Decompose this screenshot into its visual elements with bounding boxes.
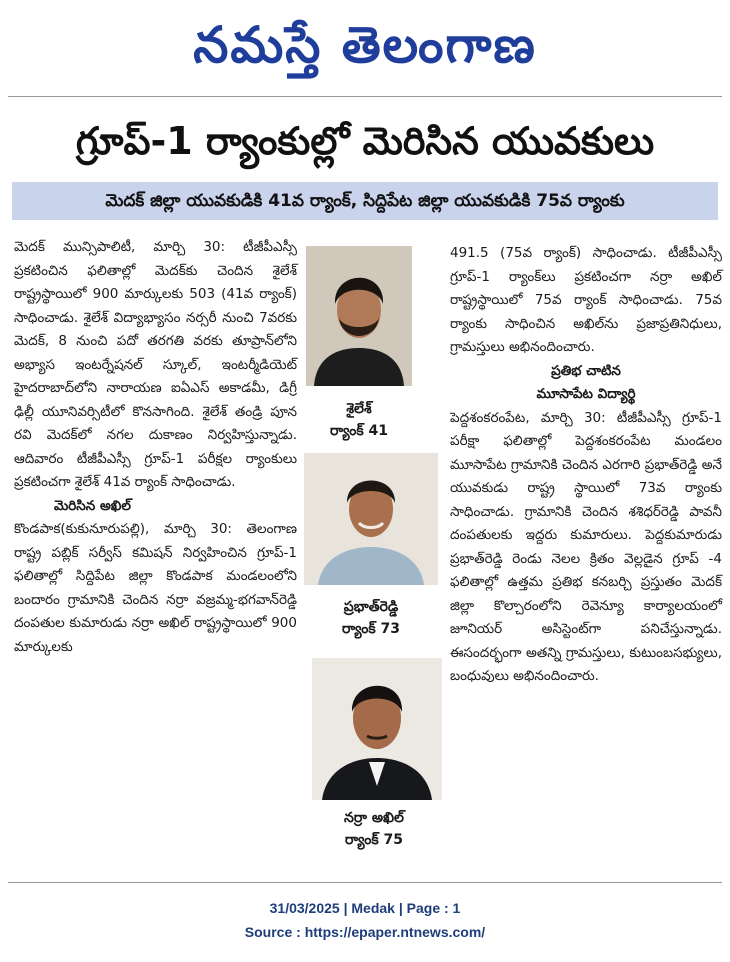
akhil-subheading: మెరిసిన అఖిల్	[54, 497, 131, 514]
shailesh-name: శైలేశ్	[346, 401, 372, 417]
shailesh-rank: ర్యాంక్ 41	[330, 423, 388, 439]
article-headline: గ్రూప్-1 ర్యాంకుల్లో మెరిసిన యువకులు	[75, 119, 655, 163]
akhil-story-continued: 491.5 (75వ ర్యాంక్) సాధించాడు. టీజీపీఎస్సీ గ్రూప్-1 ర్యాంక్‌లు ప్రకటించగా నర్రా అఖిల్ రాష్ట్రస్థాయిలో 75వ ర్యాంక్ సాధించాడు. 75వ ర్యాంకు సాధించిన అఖిల్‌ను ప్రజాప్రతినిధులు, గ్రామస్తులు అభినందించారు.	[450, 245, 722, 355]
musapet-subheading-line1: ప్రతిభ చాటిన	[551, 362, 621, 379]
akhil-photo	[312, 658, 442, 800]
prabhath-reddy-name: ప్రభాత్‌రెడ్డి	[343, 599, 399, 615]
left-column	[14, 236, 297, 659]
akhil-rank: ర్యాంక్ 75	[345, 832, 403, 848]
akhil-name: నర్రా అఖిల్	[344, 810, 404, 826]
prabhath-reddy-rank: ర్యాంక్ 73	[342, 621, 400, 637]
footer-divider	[8, 882, 722, 883]
shailesh-photo	[306, 246, 412, 386]
akhil-caption	[318, 807, 430, 851]
right-column	[450, 242, 722, 689]
footer-source-link[interactable]: Source : https://epaper.ntnews.com/	[244, 924, 486, 940]
prabhath-reddy-photo	[304, 453, 438, 585]
article-subheadline: మెదక్ జిల్లా యువకుడికి 41వ ర్యాంక్, సిద్దిపేట జిల్లా యువకుడికి 75వ ర్యాంకు	[12, 182, 718, 220]
akhil-story-text: కొండపాక(కుకునూరుపల్లి), మార్చి 30: తెలంగాణ రాష్ట్ర పబ్లిక్ సర్వీస్ కమిషన్ నిర్వహించిన గ్రూప్-1 ఫలితాల్లో సిద్దిపేట జిల్లా కొండపాక మండలంలోని బందారం గ్రామానికి చెందిన నర్రా వజ్రమ్మ-భగవాన్‌రెడ్డి దంపతుల కుమారుడు నర్రా అఖిల్ రాష్ట్రస్థాయిలో 900 మార్కులకు	[14, 521, 297, 655]
prabhath-reddy-caption	[318, 596, 424, 640]
shailesh-story-text: మెదక్ మున్సిపాలిటీ, మార్చి 30: టీజీపీఎస్సీ ప్రకటించిన ఫలితాల్లో మెదక్‌కు చెందిన శైలేశ్ రాష్ట్రస్థాయిలో 900 మార్కులకు 503 (41వ ర్యాంక్) సాధించాడు. శైలేశ్ విద్యాభ్యాసం నర్సరీ నుంచి 7వరకు మెదక్, 8 నుంచి పదో తరగతి వరకు తూప్రాన్‌లోని అభ్యాస ఇంటర్నేషనల్ స్కూల్, ఇంటర్మీడియెట్ హైదరాబాద్‌లోని నారాయణ ఐఏఎస్ అకాడమీ, డిగ్రీ ఢిల్లీ యూనివర్సిటీలో కొనసాగింది. శైలేశ్ తండ్రి పూన రవి మెదక్‌లో నగల దుకాణం నిర్వహిస్తున్నాడు. ఆదివారం టీజీపీఎస్సీ గ్రూప్-1 పరీక్షల ర్యాంకులు ప్రకటించగా శైలేశ్ 41వ ర్యాంక్ సాధించాడు.	[14, 239, 297, 490]
musapet-subheading-line2: మూసాపేట విద్యార్థి	[536, 386, 636, 402]
newspaper-logo: నమస్తే తెలంగాణ	[193, 15, 537, 74]
masthead-divider	[8, 96, 722, 97]
footer-date-edition: 31/03/2025 | Medak | Page : 1	[269, 900, 461, 916]
prabhath-reddy-story-text: పెద్దశంకరంపేట, మార్చి 30: టీజీపీఎస్సీ గ్రూప్-1 పరీక్షా ఫలితాల్లో పెద్దశంకరంపేట మండలం మూసాపేట గ్రామానికి చెందిన ఎరగారి ప్రభాత్‌రెడ్డి అనే యువకుడు రాష్ట్ర స్థాయిలో 73వ ర్యాంకు సాధించాడు. గ్రామానికి చెందిన శశిధర్‌రెడ్డి పావనీ దంపతులకు ఇద్దరు కుమారులు. పెద్దకుమారుడు ప్రభాత్‌రెడ్డి రెండు నెలల క్రితం వెల్లడైన గ్రూప్ -4 ఫలితాల్లో ఉత్తమ ప్రతిభ కనబర్చి ప్రస్తుతం మెదక్ జిల్లా కొల్చారంలోని రెవెన్యూ కార్యాలయంలో జూనియర్ అసిస్టెంట్‌గా పనిచేస్తున్నాడు. ఈసందర్భంగా అతన్ని గ్రామస్తులు, కుటుంబసభ్యులు, బంధువులు అభినందించారు.	[450, 409, 722, 684]
shailesh-caption	[306, 398, 412, 442]
masthead	[0, 0, 730, 90]
